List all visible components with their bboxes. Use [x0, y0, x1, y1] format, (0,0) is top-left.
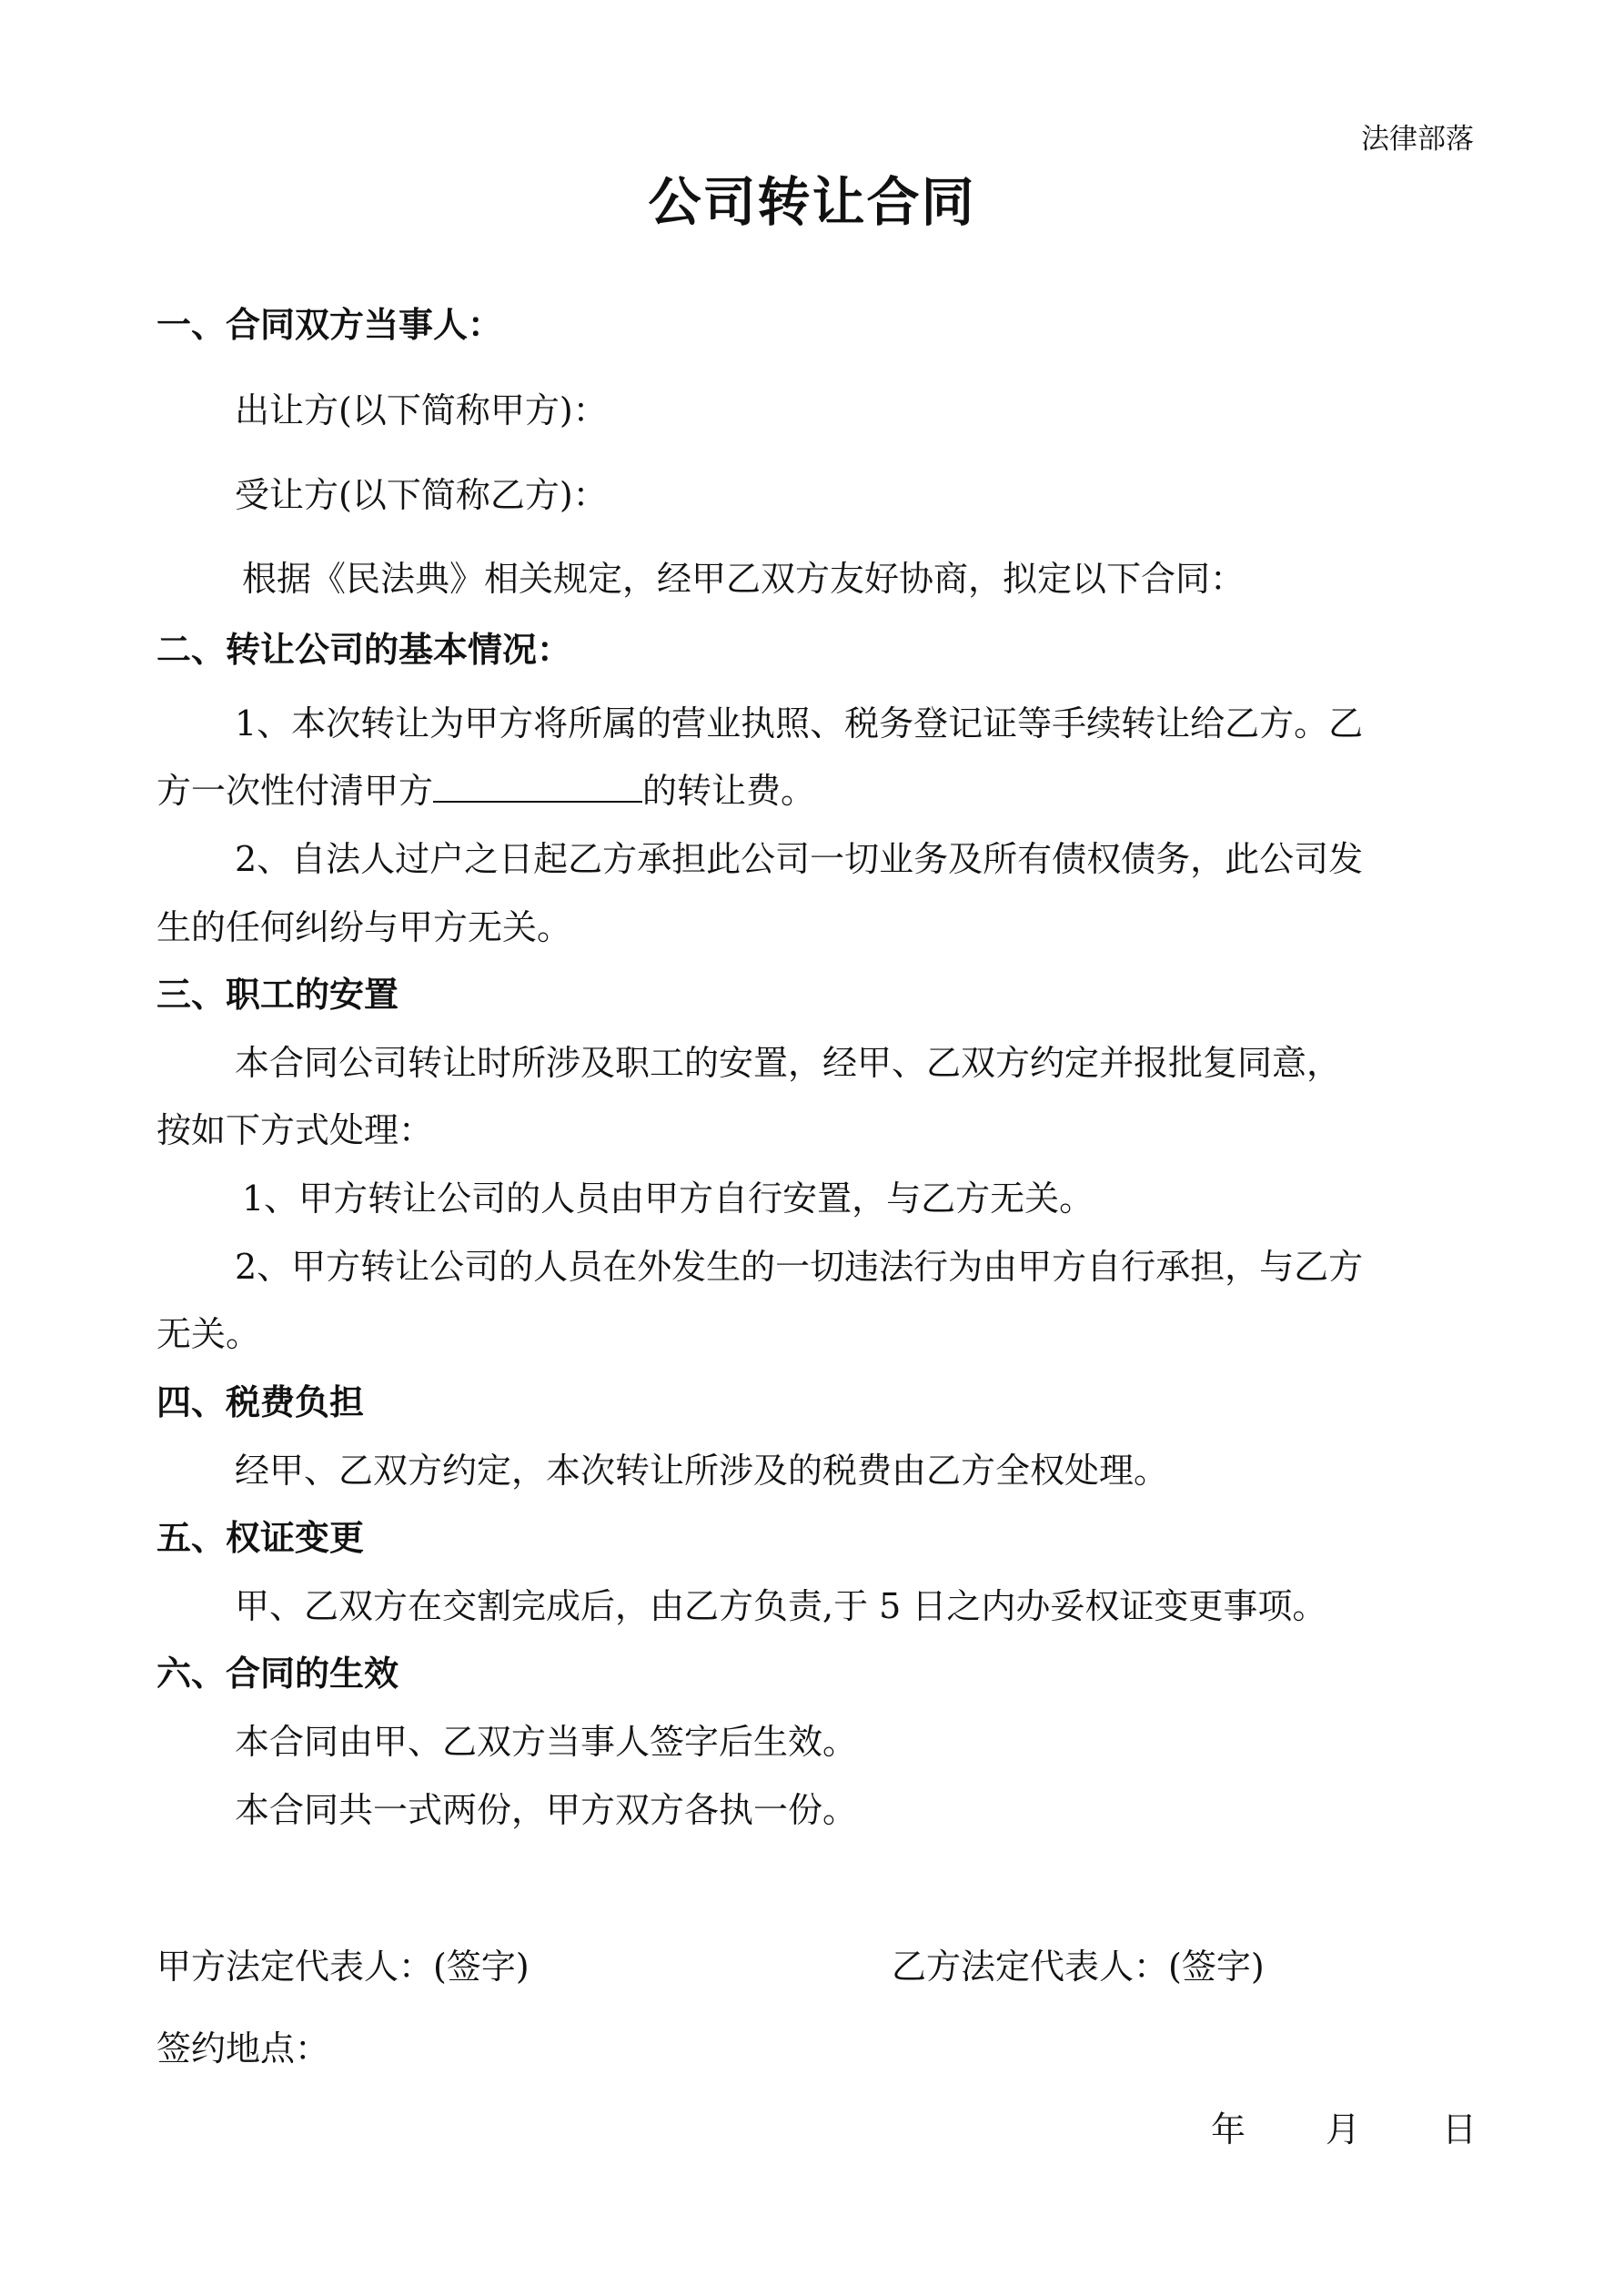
party-b-representative-signature: 乙方法定代表人：(签字) [892, 1947, 1265, 1987]
section-3-item-1: 1、甲方转让公司的人员由甲方自行安置，与乙方无关。 [242, 1178, 1094, 1219]
signing-location: 签约地点： [156, 2028, 330, 2068]
date-day: 日 [1442, 2109, 1478, 2149]
section-3-heading: 三、职工的安置 [156, 974, 399, 1015]
section-3-intro-line-2: 按如下方式处理： [156, 1110, 434, 1150]
date-year: 年 [1211, 2109, 1246, 2149]
section-6-text-1: 本合同由甲、乙双方当事人签字后生效。 [235, 1722, 858, 1762]
party-a-line: 出让方(以下简称甲方)： [235, 390, 608, 430]
section-2-item-2-line-1: 2、自法人过户之日起乙方承担此公司一切业务及所有债权债务，此公司发 [235, 839, 1364, 879]
section-3-intro-line-1: 本合同公司转让时所涉及职工的安置，经甲、乙双方约定并报批复同意， [235, 1043, 1342, 1083]
section-1-heading: 一、合同双方当事人： [156, 304, 503, 345]
section-2-item-1-line-1: 1、本次转让为甲方将所属的营业执照、税务登记证等手续转让给乙方。乙 [235, 703, 1364, 743]
transfer-fee-blank[interactable] [433, 770, 642, 803]
transfer-fee-suffix: 的转让费。 [642, 771, 816, 811]
party-b-line: 受让方(以下简称乙方)： [235, 475, 608, 515]
section-2-item-2-line-2: 生的任何纠纷与甲方无关。 [156, 907, 572, 947]
section-6-heading: 六、合同的生效 [156, 1653, 399, 1694]
section-2-heading: 二、转让公司的基本情况： [156, 629, 572, 670]
section-5-text: 甲、乙双方在交割完成后，由乙方负责,于 5 日之内办妥权证变更事项。 [235, 1586, 1327, 1626]
preamble-text: 根据《民法典》相关规定，经甲乙双方友好协商，拟定以下合同： [242, 559, 1246, 599]
section-3-item-2-line-1: 2、甲方转让公司的人员在外发生的一切违法行为由甲方自行承担，与乙方 [235, 1247, 1364, 1287]
section-6-text-2: 本合同共一式两份，甲方双方各执一份。 [235, 1790, 858, 1830]
header-label: 法律部落 [1361, 123, 1474, 156]
document-title: 公司转让合同 [648, 171, 976, 233]
section-2-item-1-line-2 [156, 763, 815, 813]
transfer-fee-prefix: 方一次性付清甲方 [156, 771, 434, 811]
date-month: 月 [1326, 2109, 1361, 2149]
section-4-text: 经甲、乙双方约定，本次转让所涉及的税费由乙方全权处理。 [235, 1451, 1169, 1491]
section-3-item-2-line-2: 无关。 [156, 1314, 261, 1354]
section-4-heading: 四、税费负担 [156, 1381, 365, 1422]
party-a-representative-signature: 甲方法定代表人：(签字) [156, 1947, 530, 1987]
section-5-heading: 五、权证变更 [156, 1517, 365, 1558]
